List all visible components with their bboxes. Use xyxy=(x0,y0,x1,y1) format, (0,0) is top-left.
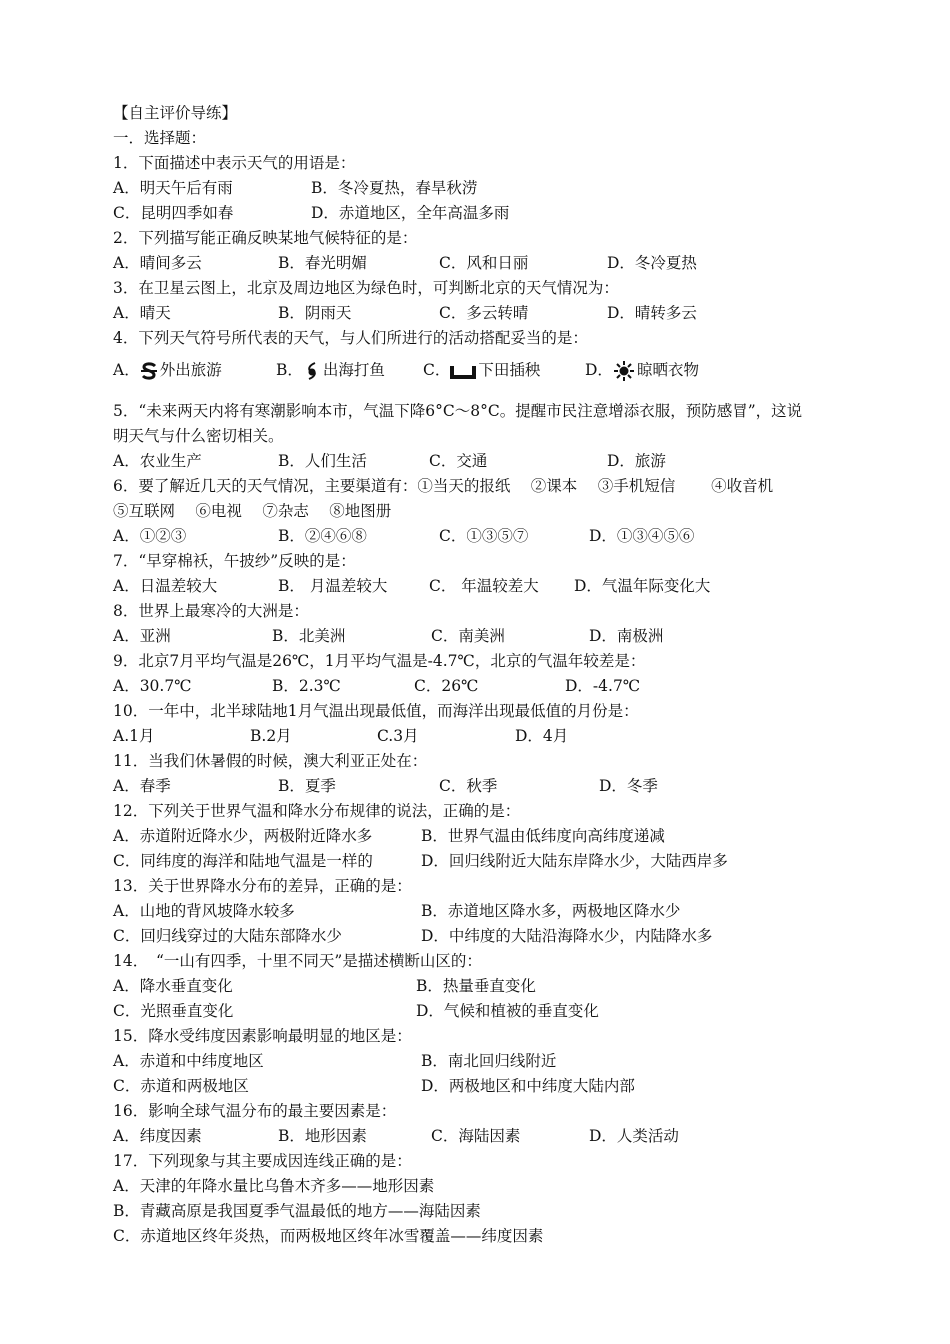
question-12-option-a[interactable]: A．赤道附近降水少，两极附近降水多 xyxy=(113,827,373,845)
question-12-option-b[interactable]: B．世界气温由低纬度向高纬度递减 xyxy=(421,827,665,845)
question-14-option-d[interactable]: D．气候和植被的垂直变化 xyxy=(416,1002,599,1020)
question-9-stem: 9．北京7月平均气温是26℃，1月平均气温是-4.7℃，北京的气温年较差是： xyxy=(113,652,646,670)
question-8-option-b[interactable]: B．北美洲 xyxy=(272,627,346,645)
question-6-option-d[interactable]: D．①③④⑤⑥ xyxy=(589,527,695,545)
question-14-option-a[interactable]: A．降水垂直变化 xyxy=(113,977,233,995)
question-9-options-row xyxy=(113,674,873,699)
question-1-option-b[interactable]: B．冬冷夏热，春旱秋涝 xyxy=(311,179,478,197)
question-13-stem: 13．关于世界降水分布的差异，正确的是： xyxy=(113,877,412,895)
option-text: 晾晒衣物 xyxy=(636,361,699,379)
question-2-stem: 2．下列描写能正确反映某地气候特征的是： xyxy=(113,229,418,247)
question-9-option-a[interactable]: A．30.7℃ xyxy=(113,677,192,695)
question-13-option-a[interactable]: A．山地的背风坡降水较多 xyxy=(113,902,295,920)
question-10-option-c[interactable]: C.3月 xyxy=(377,727,419,745)
question-2-option-a[interactable]: A．晴间多云 xyxy=(113,254,202,272)
question-9-option-c[interactable]: C．26℃ xyxy=(414,677,479,695)
option-letter: D． xyxy=(585,361,613,379)
question-7-option-c[interactable]: C． 年温较差大 xyxy=(429,577,539,595)
question-6-option-c[interactable]: C．①③⑤⑦ xyxy=(439,527,529,545)
question-15-options-row xyxy=(113,1049,873,1074)
question-12-options-row xyxy=(113,824,873,849)
question-7-option-b[interactable]: B． 月温差较大 xyxy=(278,577,388,595)
question-14-option-c[interactable]: C．光照垂直变化 xyxy=(113,1002,234,1020)
question-11-options-row xyxy=(113,774,873,799)
question-8-options-row xyxy=(113,624,873,649)
question-15-option-d[interactable]: D．两极地区和中纬度大陆内部 xyxy=(421,1077,635,1095)
question-6-option-b[interactable]: B．②④⑥⑧ xyxy=(278,527,367,545)
question-2-option-d[interactable]: D．冬冷夏热 xyxy=(607,254,697,272)
question-8-option-d[interactable]: D．南极洲 xyxy=(589,627,664,645)
question-11-option-d[interactable]: D．冬季 xyxy=(599,777,658,795)
question-2-option-c[interactable]: C．风和日丽 xyxy=(439,254,529,272)
question-17-option-c[interactable]: C．赤道地区终年炎热，而两极地区终年冰雪覆盖——纬度因素 xyxy=(113,1227,544,1245)
question-1-option-a[interactable]: A．明天午后有雨 xyxy=(113,179,233,197)
question-12-stem: 12．下列关于世界气温和降水分布规律的说法，正确的是： xyxy=(113,802,521,820)
question-5-stem: 5．“未来两天内将有寒潮影响本市，气温下降6°C～8°C。提醒市民注意增添衣服，预防感冒”，这说 xyxy=(113,402,803,420)
option-letter: A． xyxy=(113,361,140,379)
question-13-options-row xyxy=(113,924,873,949)
question-5-options-row xyxy=(113,449,873,474)
question-16-option-c[interactable]: C．海陆因素 xyxy=(431,1127,521,1145)
question-12-options-row xyxy=(113,849,873,874)
question-7-option-d[interactable]: D．气温年际变化大 xyxy=(574,577,711,595)
question-12-option-c[interactable]: C．同纬度的海洋和陆地气温是一样的 xyxy=(113,852,373,870)
option-text: 下田插秧 xyxy=(478,361,541,379)
question-16-option-a[interactable]: A．纬度因素 xyxy=(113,1127,202,1145)
question-2-options-row xyxy=(113,251,873,276)
option-text: 出海打鱼 xyxy=(322,361,385,379)
question-10-option-d[interactable]: D．4月 xyxy=(515,727,569,745)
question-17-option-b[interactable]: B．青藏高原是我国夏季气温最低的地方——海陆因素 xyxy=(113,1202,481,1220)
question-14-option-b[interactable]: B．热量垂直变化 xyxy=(416,977,536,995)
question-9-option-d[interactable]: D．-4.7℃ xyxy=(565,677,641,695)
sandstorm-icon xyxy=(140,361,158,381)
question-1-options-row xyxy=(113,201,873,226)
question-13-option-c[interactable]: C．回归线穿过的大陆东部降水少 xyxy=(113,927,342,945)
question-16-options-row xyxy=(113,1124,873,1149)
question-2-option-b[interactable]: B．春光明媚 xyxy=(278,254,367,272)
question-13-option-b[interactable]: B．赤道地区降水多，两极地区降水少 xyxy=(421,902,681,920)
question-15-stem: 15．降水受纬度因素影响最明显的地区是： xyxy=(113,1027,412,1045)
question-1-stem: 1．下面描述中表示天气的用语是： xyxy=(113,154,356,172)
question-14-options-row xyxy=(113,974,873,999)
question-11-option-b[interactable]: B．夏季 xyxy=(278,777,336,795)
question-16-option-b[interactable]: B．地形因素 xyxy=(278,1127,367,1145)
question-15-option-c[interactable]: C．赤道和两极地区 xyxy=(113,1077,249,1095)
worksheet xyxy=(113,101,873,1249)
question-1-option-c[interactable]: C．昆明四季如春 xyxy=(113,204,234,222)
typhoon-icon xyxy=(303,361,321,381)
question-4-option-c[interactable] xyxy=(423,351,540,389)
question-6-stem-cont: ⑤互联网 ⑥电视 ⑦杂志 ⑧地图册 xyxy=(113,502,392,520)
question-4-options-row xyxy=(113,351,873,389)
question-14-options-row xyxy=(113,999,873,1024)
question-14-stem: 14． “一山有四季，十里不同天”是描述横断山区的： xyxy=(113,952,482,970)
question-5-option-b[interactable]: B．人们生活 xyxy=(278,452,367,470)
question-3-option-a[interactable]: A．晴天 xyxy=(113,304,171,322)
question-6-stem: 6．要了解近几天的天气情况，主要渠道有：①当天的报纸 ②课本 ③手机短信 ④收音机 xyxy=(113,477,774,495)
question-8-option-c[interactable]: C．南美洲 xyxy=(431,627,505,645)
question-1-option-d[interactable]: D．赤道地区，全年高温多雨 xyxy=(311,204,510,222)
question-5-option-c[interactable]: C．交通 xyxy=(429,452,488,470)
question-15-option-a[interactable]: A．赤道和中纬度地区 xyxy=(113,1052,264,1070)
question-3-options-row xyxy=(113,301,873,326)
question-4-option-d[interactable] xyxy=(585,351,699,389)
question-6-option-a[interactable]: A．①②③ xyxy=(113,527,187,545)
question-9-option-b[interactable]: B．2.3℃ xyxy=(272,677,341,695)
question-5-stem-cont: 明天气与什么密切相关。 xyxy=(113,427,284,445)
option-letter: B． xyxy=(276,361,303,379)
question-3-option-d[interactable]: D．晴转多云 xyxy=(607,304,697,322)
section-title: 一．选择题： xyxy=(113,129,207,147)
question-8-stem: 8．世界上最寒冷的大洲是： xyxy=(113,602,309,620)
question-10-stem: 10．一年中，北半球陆地1月气温出现最低值，而海洋出现最低值的月份是： xyxy=(113,702,639,720)
question-12-option-d[interactable]: D．回归线附近大陆东岸降水少，大陆西岸多 xyxy=(421,852,728,870)
section-header: 【自主评价导练】 xyxy=(113,104,238,122)
question-3-stem: 3．在卫星云图上，北京及周边地区为绿色时，可判断北京的天气情况为： xyxy=(113,279,619,297)
question-3-option-c[interactable]: C．多云转晴 xyxy=(439,304,529,322)
question-5-option-a[interactable]: A．农业生产 xyxy=(113,452,202,470)
question-11-option-c[interactable]: C．秋季 xyxy=(439,777,498,795)
question-10-options-row xyxy=(113,724,873,749)
sunny-icon xyxy=(613,361,635,381)
question-7-stem: 7．“早穿棉袄，午披纱”反映的是： xyxy=(113,552,356,570)
question-7-option-a[interactable]: A．日温差较大 xyxy=(113,577,218,595)
question-16-stem: 16．影响全球气温分布的最主要因素是： xyxy=(113,1102,397,1120)
question-13-option-d[interactable]: D．中纬度的大陆沿海降水少，内陆降水多 xyxy=(421,927,713,945)
question-8-option-a[interactable]: A．亚洲 xyxy=(113,627,171,645)
question-4-stem: 4．下列天气符号所代表的天气，与人们所进行的活动搭配妥当的是： xyxy=(113,329,588,347)
option-letter: C． xyxy=(423,361,451,379)
question-16-option-d[interactable]: D．人类活动 xyxy=(589,1127,679,1145)
question-5-option-d[interactable]: D．旅游 xyxy=(607,452,666,470)
question-6-options-row xyxy=(113,524,873,549)
question-10-option-a[interactable]: A.1月 xyxy=(113,727,155,745)
question-4-option-a[interactable] xyxy=(113,351,222,389)
question-13-options-row xyxy=(113,899,873,924)
question-17-option-a[interactable]: A．天津的年降水量比乌鲁木齐多——地形因素 xyxy=(113,1177,435,1195)
question-4-option-b[interactable] xyxy=(276,351,385,389)
question-15-option-b[interactable]: B．南北回归线附近 xyxy=(421,1052,557,1070)
question-11-option-a[interactable]: A．春季 xyxy=(113,777,171,795)
question-7-options-row xyxy=(113,574,873,599)
question-10-option-b[interactable]: B.2月 xyxy=(250,727,292,745)
option-text: 外出旅游 xyxy=(159,361,222,379)
question-11-stem: 11．当我们休暑假的时候，澳大利亚正处在： xyxy=(113,752,428,770)
question-3-option-b[interactable]: B．阴雨天 xyxy=(278,304,352,322)
question-17-stem: 17．下列现象与其主要成因连线正确的是： xyxy=(113,1152,412,1170)
dry-icon xyxy=(450,361,476,381)
question-15-options-row xyxy=(113,1074,873,1099)
question-1-options-row xyxy=(113,176,873,201)
